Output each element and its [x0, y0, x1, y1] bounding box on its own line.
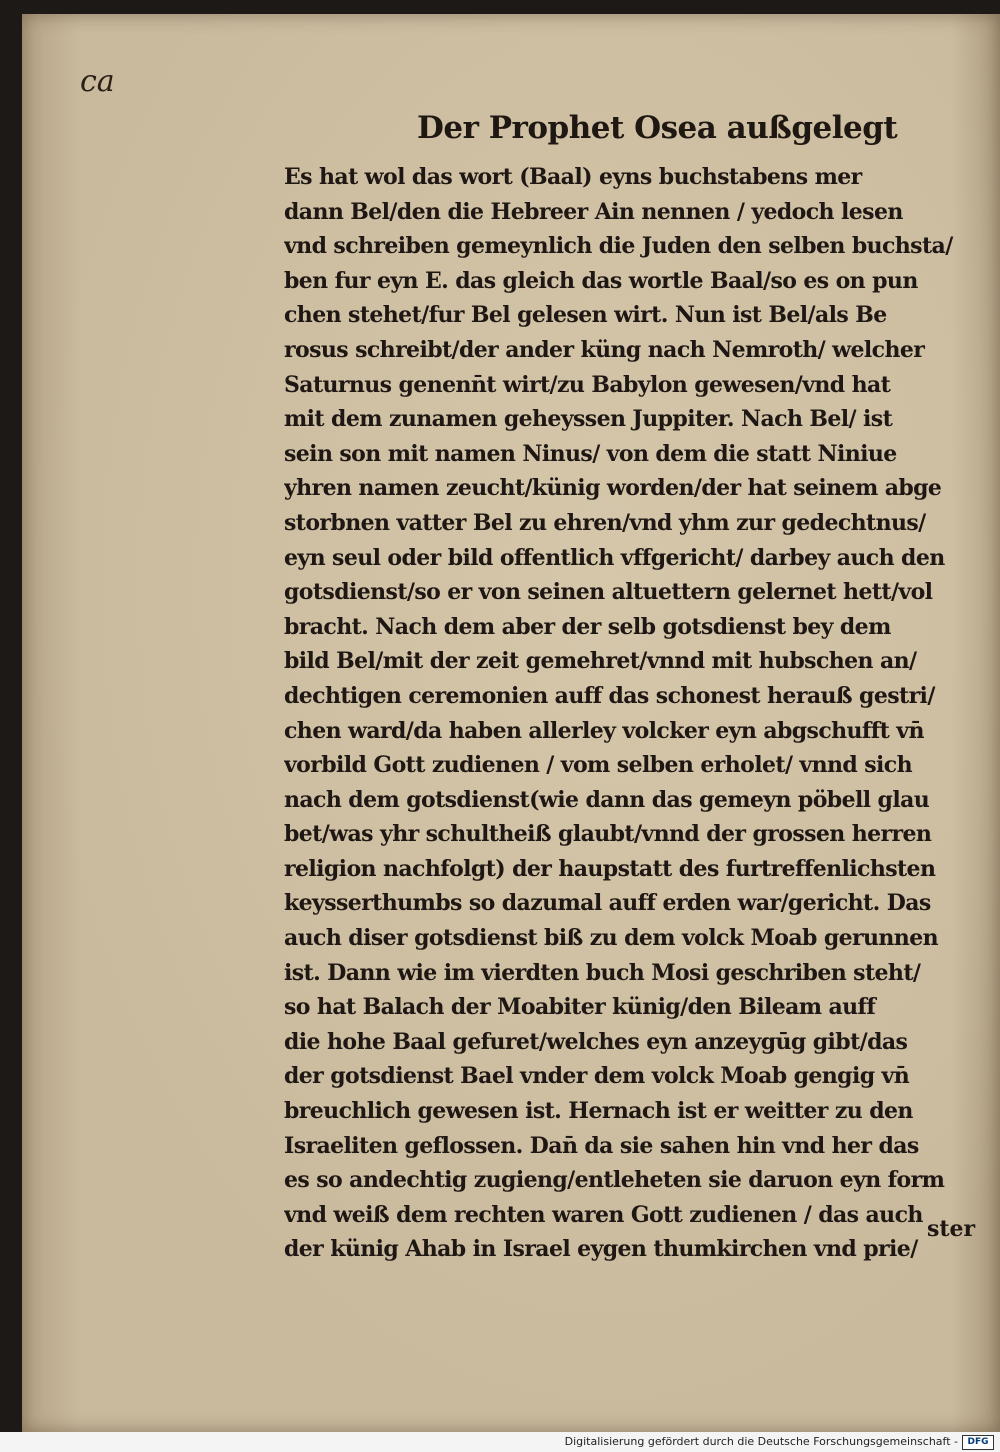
text-line: bet/was yhr schultheiß glaubt/vnnd der grossen herren — [284, 821, 932, 848]
text-line: vorbild Gott zudienen / vom selben erholet/ vnnd sich — [284, 752, 912, 779]
text-line: religion nachfolgt) der haupstatt des furtreffenlichsten — [284, 855, 936, 882]
signature-mark: ca — [80, 64, 115, 99]
text-line: auch diser gotsdienst biß zu dem volck Moab gerunnen — [284, 925, 938, 952]
text-line: dann Bel/den die Hebreer Ain nennen / yedoch lesen — [284, 198, 903, 225]
text-line: ist. Dann wie im vierdten buch Mosi geschriben steht/ — [284, 959, 921, 986]
book-page — [22, 14, 1000, 1432]
text-line: bracht. Nach dem aber der selb gotsdienst bey dem — [284, 613, 891, 640]
text-line: vnd schreiben gemeynlich die Juden den selben buchsta/ — [284, 233, 953, 260]
text-line: Israeliten geflossen. Dan̄ da sie sahen hin vnd her das — [284, 1132, 919, 1159]
text-line: Saturnus genenn̄t wirt/zu Babylon gewesen/vnd hat — [284, 371, 891, 398]
text-line: der gotsdienst Bael vnder dem volck Moab gengig vn̄ — [284, 1063, 910, 1090]
text-line: dechtigen ceremonien auff das schonest herauß gestri/ — [284, 682, 935, 709]
text-line: der künig Ahab in Israel eygen thumkirchen vnd prie/ — [284, 1236, 918, 1263]
text-line: eyn seul oder bild offentlich vffgericht/ darbey auch den — [284, 544, 945, 571]
text-line: Es hat wol das wort (Baal) eyns buchstabens mer — [284, 164, 862, 190]
running-head: Der Prophet Osea außgelegt — [417, 110, 898, 146]
text-line: rosus schreibt/der ander küng nach Nemroth/ welcher — [284, 336, 925, 363]
text-line: gotsdienst/so er von seinen altuettern gelernet hett/vol — [284, 579, 933, 606]
text-line: yhren namen zeucht/künig worden/der hat seinem abge — [284, 475, 942, 502]
text-line: breuchlich gewesen ist. Hernach ist er weitter zu den — [284, 1098, 913, 1125]
text-line: die hohe Baal gefuret/welches eyn anzeygūg gibt/das — [284, 1028, 908, 1055]
catchword: ster — [927, 1216, 976, 1242]
text-line: chen stehet/fur Bel gelesen wirt. Nun ist Bel/als Be — [284, 302, 887, 329]
text-line: vnd weiß dem rechten waren Gott zudienen / das auch — [284, 1201, 923, 1228]
text-line: so hat Balach der Moabiter künig/den Bileam auff — [284, 994, 876, 1021]
text-line: es so andechtig zugieng/entleheten sie daruon eyn form — [284, 1167, 945, 1194]
footer-text: Digitalisierung gefördert durch die Deutsche Forschungsgemeinschaft - — [564, 1435, 958, 1448]
text-line: nach dem gotsdienst(wie dann das gemeyn pöbell glau — [284, 786, 930, 813]
text-line: mit dem zunamen geheyssen Juppiter. Nach Bel/ ist — [284, 406, 893, 433]
body-text — [284, 160, 989, 1267]
dfg-logo: DFG — [962, 1435, 994, 1450]
text-line: storbnen vatter Bel zu ehren/vnd yhm zur gedechtnus/ — [284, 509, 926, 536]
text-line: sein son mit namen Ninus/ von dem die statt Niniue — [284, 440, 897, 467]
text-line: keysserthumbs so dazumal auff erden war/gericht. Das — [284, 890, 931, 917]
text-line: chen ward/da haben allerley volcker eyn abgschufft vn̄ — [284, 717, 924, 744]
text-line: ben fur eyn E. das gleich das wortle Baal/so es on pun — [284, 267, 918, 294]
funding-footer — [0, 1432, 1000, 1452]
text-line: bild Bel/mit der zeit gemehret/vnnd mit hubschen an/ — [284, 648, 917, 675]
